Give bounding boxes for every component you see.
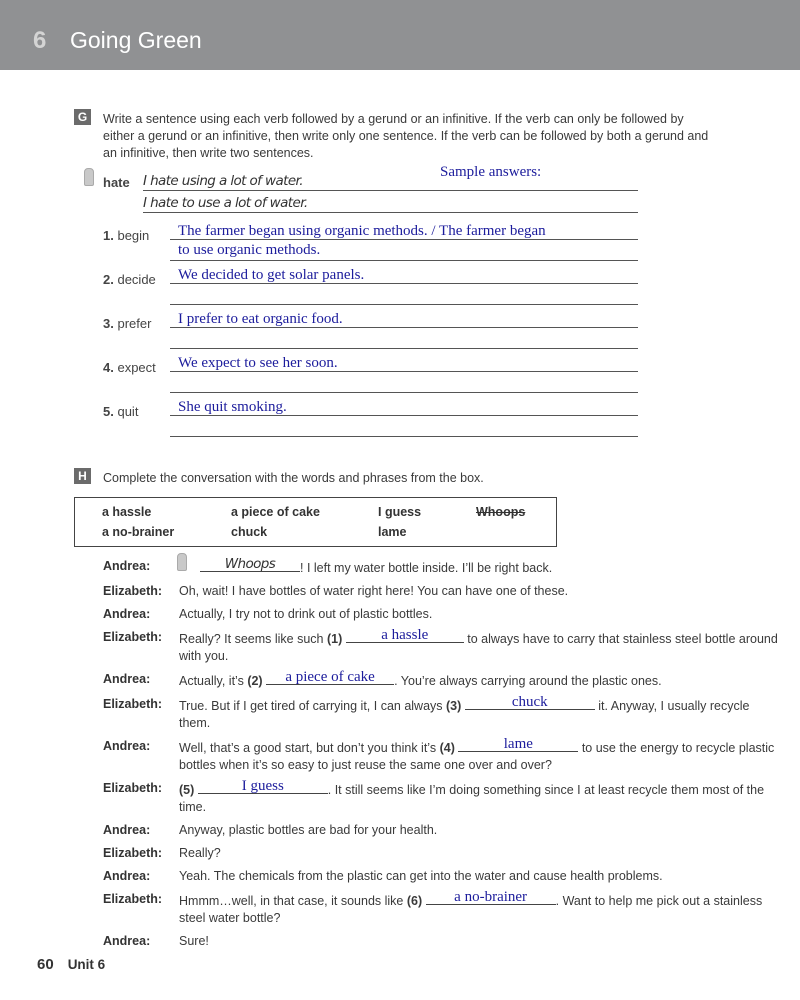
- speaker: Andrea:: [103, 559, 151, 573]
- speaker: Andrea:: [103, 823, 151, 837]
- dialog-line: [179, 671, 783, 690]
- dialog-line: [179, 822, 783, 839]
- line-text-before: Actually, I try not to drink out of plastic bottles.: [179, 607, 433, 621]
- chapter-header: [0, 0, 800, 70]
- answer-line-1[interactable]: We expect to see her soon.: [178, 355, 338, 371]
- dialog-row: [103, 822, 783, 839]
- answer-blank[interactable]: [465, 696, 595, 710]
- line-text-before: Yeah. The chemicals from the plastic can get into the water and cause health problems.: [179, 869, 663, 883]
- section-g-badge: G: [74, 109, 91, 125]
- dialog-line: [179, 696, 783, 732]
- answer-blank[interactable]: [198, 780, 328, 794]
- line-text-before: Sure!: [179, 934, 209, 948]
- answer-line-1[interactable]: I prefer to eat organic food.: [178, 311, 343, 327]
- section-h-instructions: Complete the conversation with the words and phrases from the box.: [103, 471, 484, 485]
- speaker: Elizabeth:: [103, 584, 163, 598]
- item-number: 1.: [103, 228, 114, 243]
- line-text-before: Actually, it’s: [179, 674, 248, 688]
- answer-blank[interactable]: [200, 558, 300, 572]
- dialog-line: [179, 868, 783, 885]
- word-box-item: a piece of cake: [231, 505, 320, 519]
- speaker: Elizabeth:: [103, 781, 163, 795]
- dialog-line: [179, 606, 783, 623]
- page-number: 60: [37, 956, 54, 973]
- dialog-row: [103, 933, 783, 950]
- item-verb: decide: [117, 272, 156, 287]
- item-verb: expect: [117, 360, 156, 375]
- line-text-after: it. Anyway, I usually recycle them.: [179, 699, 750, 730]
- answer-text: a hassle: [381, 627, 429, 643]
- dialog-row: [103, 891, 783, 927]
- section-h-badge: H: [74, 468, 91, 484]
- answer-text: lame: [503, 736, 533, 752]
- lightbulb-icon: [84, 168, 94, 186]
- answer-blank[interactable]: [426, 891, 556, 905]
- blank-number: (2): [247, 674, 263, 688]
- item-3: [103, 316, 151, 331]
- word-box-item: I guess: [378, 505, 422, 519]
- line-text-after: . It still seems like I’m doing something since I at least recycle them most of the time.: [179, 783, 765, 814]
- item-verb: quit: [117, 404, 139, 419]
- blank-number: (5): [179, 783, 195, 797]
- answer-text: a no-brainer: [454, 889, 528, 905]
- dialog-line: [179, 780, 783, 816]
- answer-blank[interactable]: [458, 738, 578, 752]
- dialog-row: [103, 845, 783, 862]
- word-box: [74, 497, 557, 547]
- blank-number: (4): [439, 741, 455, 755]
- word-box-item-used: Whoops: [476, 505, 526, 519]
- line-text-before: Well, that’s a good start, but don’t you think it’s: [179, 741, 440, 755]
- section-g-instructions: Write a sentence using each verb followed by a gerund or an infinitive. If the verb can only be followed by either a gerund or an infinitive, then write only one sentence. If the verb can be followed by both a gerund and an infinitive, then write two sentences.: [103, 112, 709, 160]
- answer-text: a piece of cake: [285, 669, 375, 685]
- lightbulb-icon: [177, 553, 187, 571]
- dialog-row: [103, 868, 783, 885]
- speaker: Andrea:: [103, 607, 151, 621]
- dialog-line: [179, 629, 783, 665]
- item-4: [103, 360, 156, 375]
- item-number: 4.: [103, 360, 114, 375]
- dialog-row: [103, 583, 783, 600]
- item-number: 5.: [103, 404, 114, 419]
- dialog-row: [103, 696, 783, 732]
- dialog-row: [103, 606, 783, 623]
- answer-blank[interactable]: [266, 671, 394, 685]
- dialog-row: [103, 671, 783, 690]
- example-answer-1: I hate using a lot of water.: [143, 173, 303, 189]
- sample-answers-label: Sample answers:: [440, 164, 542, 180]
- item-number: 2.: [103, 272, 114, 287]
- dialog-line: [179, 558, 783, 577]
- item-number: 3.: [103, 316, 114, 331]
- dialog-row: [103, 780, 783, 816]
- line-text-after: . You’re always carrying around the plastic ones.: [394, 674, 662, 688]
- example-verb: hate: [103, 175, 130, 190]
- dialog-line: [179, 738, 783, 774]
- line-text-before: Really?: [179, 846, 221, 860]
- speaker: Elizabeth:: [103, 697, 163, 711]
- word-box-item: a no-brainer: [102, 525, 175, 539]
- dialog-line: [179, 845, 783, 862]
- answer-text: Whoops: [224, 556, 276, 572]
- answer-line-1[interactable]: The farmer began using organic methods. / The farmer began: [178, 223, 546, 239]
- item-5: [103, 404, 138, 419]
- unit-label: Unit 6: [67, 957, 106, 972]
- word-box-item: lame: [378, 525, 407, 539]
- line-text-before: True. But if I get tired of carrying it, I can always: [179, 699, 447, 713]
- unit-number: 6: [33, 27, 47, 54]
- item-verb: begin: [117, 228, 150, 243]
- line-text-after: ! I left my water bottle inside. I’ll be right back.: [300, 561, 553, 575]
- answer-text: chuck: [511, 694, 548, 710]
- speaker: Andrea:: [103, 672, 151, 686]
- speaker: Andrea:: [103, 869, 151, 883]
- line-text-after: . Want to help me pick out a stainless steel water bottle?: [179, 894, 763, 925]
- word-box-item: a hassle: [102, 505, 152, 519]
- chapter-title: Going Green: [70, 27, 202, 53]
- dialog-line: [179, 583, 783, 600]
- speaker: Andrea:: [103, 739, 151, 753]
- line-text-after: to use the energy to recycle plastic bottles when it’s so easy to just reuse the same one over and over?: [179, 741, 775, 772]
- item-2: [103, 272, 156, 287]
- line-text-before: Really? It seems like such: [179, 632, 327, 646]
- dialog-row: [103, 629, 783, 665]
- answer-line-2[interactable]: to use organic methods.: [178, 242, 321, 258]
- blank-number: (6): [406, 894, 423, 908]
- speaker: Andrea:: [103, 934, 151, 948]
- example-answer-2: I hate to use a lot of water.: [143, 195, 308, 211]
- item-1: [103, 228, 149, 243]
- line-text-before: Hmmm…well, in that case, it sounds like: [179, 894, 407, 908]
- line-text-after: to always have to carry that stainless steel bottle around with you.: [179, 632, 778, 663]
- speaker: Elizabeth:: [103, 892, 163, 906]
- item-verb: prefer: [117, 316, 152, 331]
- answer-text: I guess: [241, 778, 284, 794]
- dialog-row: [103, 738, 783, 774]
- dialog-row: [103, 558, 783, 577]
- answer-line-1[interactable]: We decided to get solar panels.: [178, 267, 365, 283]
- speaker: Elizabeth:: [103, 846, 163, 860]
- dialog-line: [179, 891, 783, 927]
- blank-number: (3): [446, 699, 462, 713]
- conversation: [37, 556, 783, 973]
- word-box-item: chuck: [231, 525, 268, 539]
- answer-line-1[interactable]: She quit smoking.: [178, 399, 287, 415]
- line-text-before: Oh, wait! I have bottles of water right here! You can have one of these.: [179, 584, 569, 598]
- page-footer: [37, 956, 783, 973]
- blank-number: (1): [326, 632, 343, 646]
- line-text-before: Anyway, plastic bottles are bad for your health.: [179, 823, 438, 837]
- dialog-line: [179, 933, 783, 950]
- speaker: Elizabeth:: [103, 630, 163, 644]
- answer-blank[interactable]: [346, 629, 464, 643]
